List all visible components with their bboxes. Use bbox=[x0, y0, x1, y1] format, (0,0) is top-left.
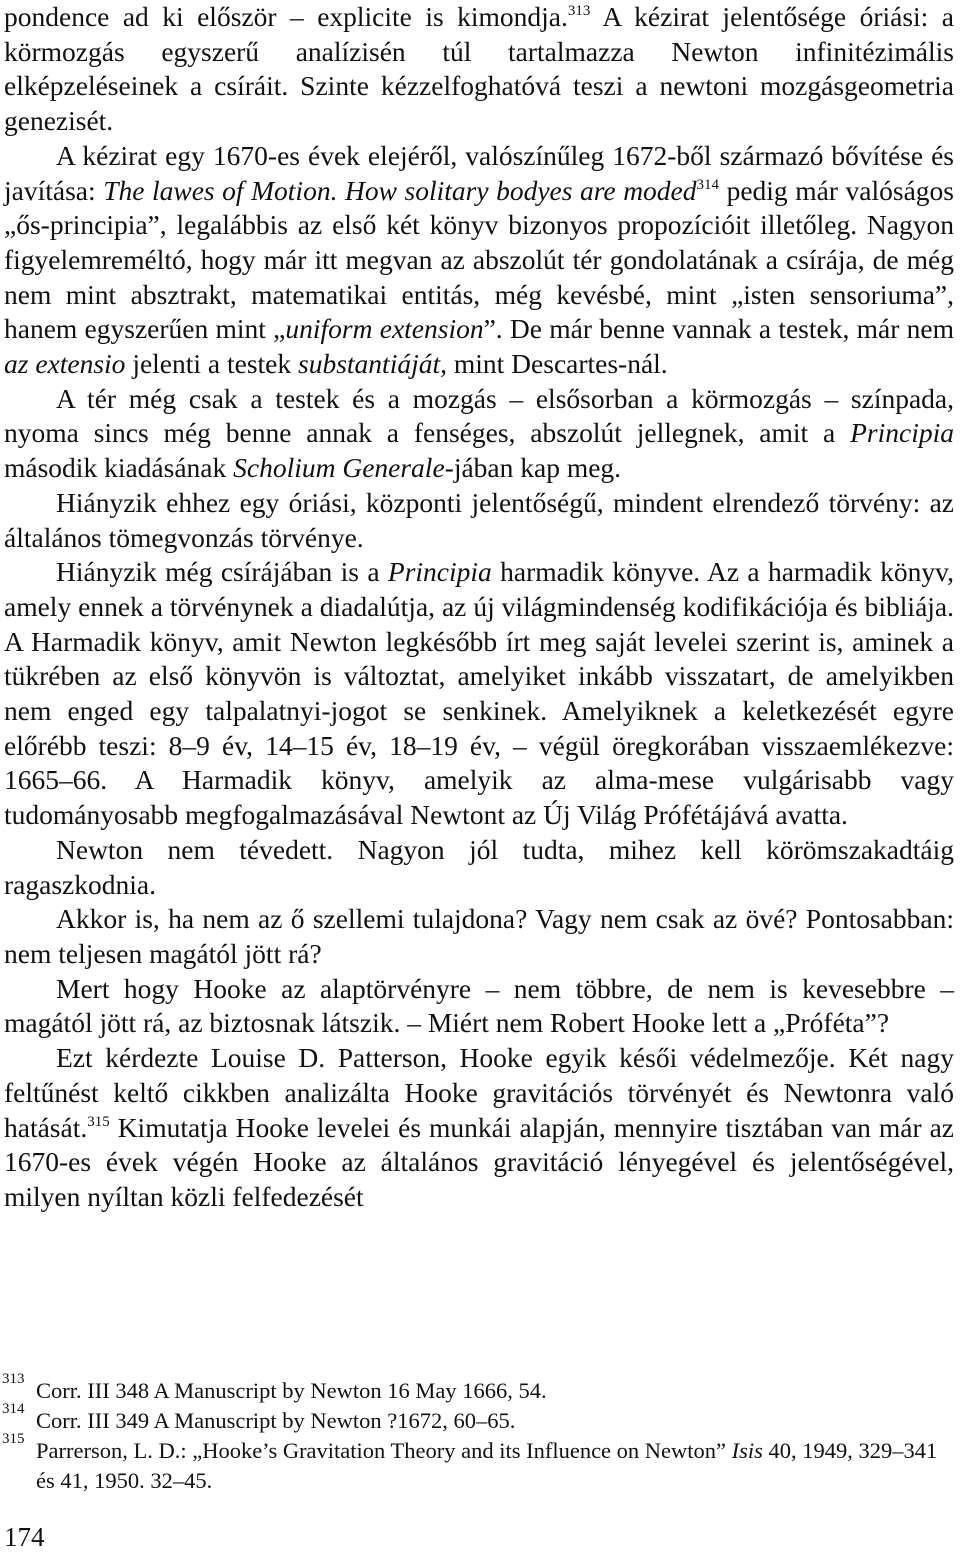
text-run: Kimutatja Hooke levelei és munkái alapján, mennyire tisztában van már az 1670-es évek végén Hooke az általános gravitáció lényegével és jelentőségével, milyen nyíltan közli felfedezését bbox=[4, 1111, 954, 1212]
italic-text: uniform extension bbox=[285, 313, 484, 345]
text-run: Hiányzik még csírájában is a bbox=[56, 556, 388, 588]
footnote-reference: 315 bbox=[87, 1113, 110, 1130]
text-run: Parrerson, L. D.: „Hooke’s Gravitation Theory and its Influence on Newton” bbox=[36, 1438, 732, 1463]
footnotes bbox=[2, 1371, 954, 1496]
paragraph bbox=[4, 0, 954, 139]
text-run: 40, 1949, 329–341 és 41, 1950. 32–45. bbox=[36, 1438, 938, 1493]
text-run: Akkor is, ha nem az ő szellemi tulajdona? Vagy nem csak az övé? Pontosabban: nem teljesen magától jött rá? bbox=[4, 903, 954, 969]
text-run: pondence ad ki először – explicite is kimondja. bbox=[4, 1, 568, 32]
text-run: Corr. III 348 A Manuscript by Newton 16 May 1666, 54. bbox=[36, 1378, 547, 1403]
italic-text: Principia bbox=[387, 556, 492, 588]
paragraph bbox=[4, 486, 954, 555]
footnote bbox=[2, 1401, 954, 1436]
italic-text: Principia bbox=[850, 417, 954, 449]
text-run: pedig már valóságos „ős-principia”, legalábbis az első két könyv bizonyos propozícióit illetőleg. Nagyon figyelemreméltó, hogy már itt megvan az abszolút tér gondolatának a csírája, de még nem mint absztrakt, matematikai entitás, még kevésbé, mint „isten sensoriuma”, hanem egyszerűen mint „ bbox=[4, 174, 954, 345]
text-run: Corr. III 349 A Manuscript by Newton ?1672, 60–65. bbox=[36, 1408, 516, 1433]
page-number: 174 bbox=[4, 1522, 45, 1552]
footnote bbox=[2, 1431, 954, 1496]
italic-text: substantiáját bbox=[298, 348, 441, 380]
text-run: -jában kap meg. bbox=[444, 452, 622, 484]
footnote-number: 315 bbox=[2, 1431, 25, 1447]
footnote-number: 314 bbox=[2, 1401, 25, 1417]
italic-text: The lawes of Motion. How solitary bodyes are moded bbox=[103, 174, 697, 206]
text-run: A kézirat jelentősége óriási: a körmozgás egyszerű analízisén túl tartalmazza Newton infinitézimális elképzeléseinek a csíráit. Szinte kézzelfoghatóvá teszi a newtoni mozgásgeometria genezisét. bbox=[4, 1, 954, 137]
italic-text: Scholium Generale bbox=[233, 452, 445, 484]
text-run: Hiányzik ehhez egy óriási, központi jelentőségű, mindent elrendező törvény: az általános tömegvonzás törvénye. bbox=[4, 486, 954, 553]
body-text bbox=[4, 0, 954, 1215]
text-run: harmadik könyve. Az a harmadik könyv, amely ennek a törvénynek a diadalútja, az új világmindenség kodifikációja és bibliája. A Harmadik könyv, amit Newton legkésőbb írt meg saját levelei szerint is, aminek a tükrében az első könyvön is változtat, amelyiket inkább visszatart, de amelyikben nem enged egy talpalatnyi-jogot se senkinek. Amelyiknek a keletkezését egyre előrébb teszi: 8–9 év, 14–15 év, 18–19 év, – végül öregkorában visszaemlékezve: 1665–66. A Harmadik könyv, amelyik az alma-mese vulgárisabb vagy tudományosabb megfogalmazásával Newtont az Új Világ Prófétájává avatta. bbox=[4, 556, 955, 831]
footnote bbox=[2, 1371, 954, 1406]
text-run: Ezt kérdezte Louise D. Patterson, Hooke egyik késői védelmezője. Két nagy feltűnést keltő cikkben analizálta Hooke gravitációs törvényét és Newtonra való hatását. bbox=[4, 1042, 954, 1143]
paragraph bbox=[4, 833, 954, 902]
text-run: jelenti a testek bbox=[125, 348, 299, 380]
paragraph bbox=[4, 972, 954, 1041]
italic-text: az extensio bbox=[4, 348, 126, 380]
paragraph bbox=[4, 139, 954, 382]
paragraph bbox=[4, 1041, 954, 1215]
paragraph bbox=[4, 382, 954, 486]
text-run: ”. De már benne vannak a testek, már nem bbox=[483, 313, 954, 345]
text-run: második kiadásának bbox=[4, 452, 234, 484]
text-run: A tér még csak a testek és a mozgás – elsősorban a körmozgás – színpada, nyoma sincs még benne annak a fenséges, abszolút jellegnek, amit a bbox=[4, 382, 954, 449]
paragraph bbox=[4, 902, 954, 971]
paragraph bbox=[4, 555, 954, 833]
footnote-reference: 313 bbox=[567, 3, 591, 19]
footnote-number: 313 bbox=[2, 1371, 25, 1387]
footnote-reference: 314 bbox=[696, 176, 720, 193]
text-run: Newton nem tévedett. Nagyon jól tudta, mihez kell körömszakadtáig ragaszkodnia. bbox=[4, 833, 954, 900]
text-run: , mint Descartes-nál. bbox=[440, 348, 668, 380]
text-run: Mert hogy Hooke az alaptörvényre – nem többre, de nem is kevesebbre – magától jött rá, az biztosnak látszik. – Miért nem Robert Hooke lett a „Próféta”? bbox=[4, 972, 954, 1039]
italic-text: Isis bbox=[731, 1438, 763, 1463]
text-run: A kézirat egy 1670-es évek elejéről, valószínűleg 1672-ből származó bővítése és javítása: bbox=[4, 139, 954, 206]
